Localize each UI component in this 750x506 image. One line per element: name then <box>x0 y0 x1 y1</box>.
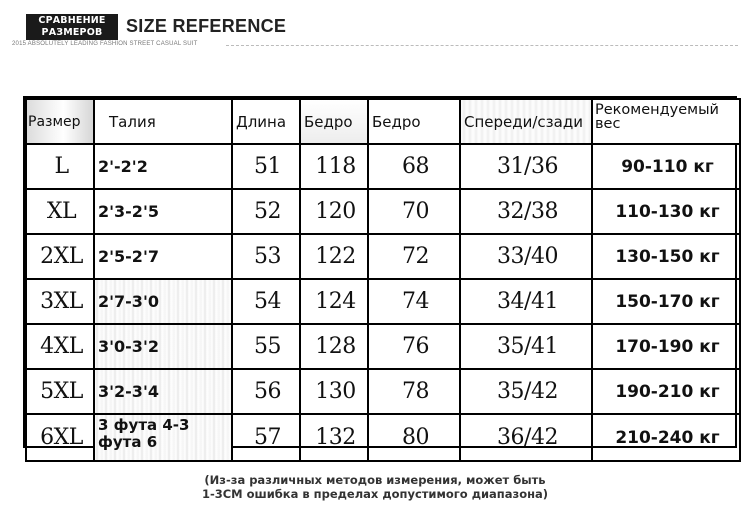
page-title: SIZE REFERENCE <box>126 16 287 36</box>
table-row <box>26 144 740 189</box>
cell-weight: 130-150 кг <box>592 234 740 279</box>
cell-length: 53 <box>232 234 300 279</box>
cell-size: 5XL <box>26 369 94 414</box>
column-header-thigh: Бедро <box>368 99 460 144</box>
cell-length: 54 <box>232 279 300 324</box>
cell-waist: 2'3-2'5 <box>94 189 232 234</box>
column-header-length: Длина <box>232 99 300 144</box>
cell-hip: 130 <box>300 369 368 414</box>
cell-waist: 2'5-2'7 <box>94 234 232 279</box>
table-row <box>26 234 740 279</box>
cell-weight: 190-210 кг <box>592 369 740 414</box>
cell-front-back: 36/42 <box>460 414 592 461</box>
column-header-recommended-weight: Рекомендуемый вес <box>592 99 740 144</box>
header-subline: 2015 ABSOLUTELY LEADING FASHION STREET CASUAL SUIT <box>12 41 198 47</box>
cell-waist: 3'0-3'2 <box>94 324 232 369</box>
cell-waist: 3 фута 4-3 фута 6 <box>94 414 232 461</box>
cell-size: 4XL <box>26 324 94 369</box>
cell-front-back: 33/40 <box>460 234 592 279</box>
cell-size: 3XL <box>26 279 94 324</box>
cell-weight: 90-110 кг <box>592 144 740 189</box>
cell-thigh: 80 <box>368 414 460 461</box>
cell-front-back: 35/41 <box>460 324 592 369</box>
cell-front-back: 35/42 <box>460 369 592 414</box>
cell-thigh: 74 <box>368 279 460 324</box>
cell-front-back: 32/38 <box>460 189 592 234</box>
cell-weight: 170-190 кг <box>592 324 740 369</box>
column-header-waist: Талия <box>94 99 232 144</box>
header-divider <box>226 45 738 46</box>
cell-weight: 110-130 кг <box>592 189 740 234</box>
size-table-container <box>23 96 737 451</box>
table-row <box>26 189 740 234</box>
size-table <box>25 98 741 462</box>
cell-thigh: 72 <box>368 234 460 279</box>
cell-hip: 122 <box>300 234 368 279</box>
cell-waist: 2'7-3'0 <box>94 279 232 324</box>
cell-thigh: 78 <box>368 369 460 414</box>
column-header-size: Размер <box>26 99 94 144</box>
cell-length: 51 <box>232 144 300 189</box>
cell-front-back: 31/36 <box>460 144 592 189</box>
cell-hip: 132 <box>300 414 368 461</box>
cell-weight: 150-170 кг <box>592 279 740 324</box>
cell-length: 55 <box>232 324 300 369</box>
cell-length: 56 <box>232 369 300 414</box>
cell-thigh: 76 <box>368 324 460 369</box>
column-header-front-back: Спереди/сзади <box>460 99 592 144</box>
cell-waist: 2'-2'2 <box>94 144 232 189</box>
cell-size: 2XL <box>26 234 94 279</box>
cell-front-back: 34/41 <box>460 279 592 324</box>
cell-hip: 124 <box>300 279 368 324</box>
cell-hip: 120 <box>300 189 368 234</box>
table-row <box>26 369 740 414</box>
badge-line-2: РАЗМЕРОВ <box>41 27 103 38</box>
table-header-row <box>26 99 740 144</box>
column-header-hip: Бедро <box>300 99 368 144</box>
cell-length: 52 <box>232 189 300 234</box>
cell-thigh: 70 <box>368 189 460 234</box>
measurement-footnote <box>0 473 750 501</box>
cell-hip: 118 <box>300 144 368 189</box>
cell-thigh: 68 <box>368 144 460 189</box>
size-comparison-badge <box>26 14 118 40</box>
badge-line-1: СРАВНЕНИЕ <box>38 15 106 26</box>
table-row <box>26 324 740 369</box>
cell-waist: 3'2-3'4 <box>94 369 232 414</box>
cell-size: 6XL <box>26 414 94 461</box>
cell-hip: 128 <box>300 324 368 369</box>
cell-size: XL <box>26 189 94 234</box>
cell-size: L <box>26 144 94 189</box>
table-row <box>26 414 740 461</box>
footnote-line-1: (Из-за различных методов измерения, может быть <box>204 473 546 487</box>
page-header <box>10 10 740 50</box>
cell-weight: 210-240 кг <box>592 414 740 461</box>
table-row <box>26 279 740 324</box>
footnote-line-2: 1-3CM ошибка в пределах допустимого диапазона) <box>201 487 549 501</box>
cell-length: 57 <box>232 414 300 461</box>
